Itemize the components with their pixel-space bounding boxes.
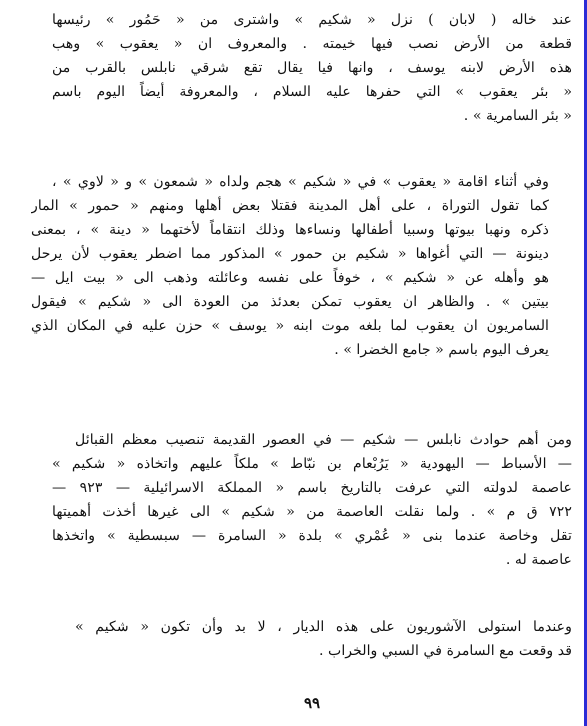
- paragraph-2: [31, 170, 549, 362]
- text-line: ٧٢٢ ق م » . ولما نقلت العاصمة من « شكيم » الى غيرها أخذت أهميتها: [52, 504, 572, 520]
- text-line: هذه الأرض لابنه يوسف ، وانها فيا يقال تقع شرقي نابلس بالقرب من: [52, 60, 572, 76]
- text-line: قطعة من الأرض نصب فيها خيمته . والمعروف ان « يعقوب » وهب: [52, 36, 572, 52]
- text-line: « بئر السامرية » .: [463, 108, 572, 124]
- text-line: عاصمة له .: [505, 552, 572, 568]
- text-line: قد وقعت مع السامرة في السبي والخراب .: [318, 643, 572, 659]
- text-line: ومن أهم حوادث نابلس — شكيم — في العصور القديمة تنصيب معظم القبائل: [75, 432, 572, 448]
- text-line: يعرف اليوم باسم « جامع الخضرا » .: [334, 342, 549, 358]
- paragraph-4: [52, 615, 572, 663]
- text-line: « بئر يعقوب » التي حفرها عليه السلام ، والمعروفة أيضاً اليوم باسم: [52, 84, 572, 100]
- text-line: وفي أثناء اقامة « يعقوب » في « شكيم » هجم ولداه « شمعون » و « لاوي » ،: [52, 174, 549, 190]
- text-line: وعندما استولى الآشوريون على هذه الديار ، لا بد وأن تكون « شكيم »: [75, 619, 572, 635]
- text-line: دينونة — التي أغواها « شكيم بن حمور » المذكور مما اضطر يعقوب لأن يرحل: [31, 246, 549, 262]
- text-line: عند خاله ( لابان ) نزل « شكيم » واشترى من « حَمُور » رئيسها: [52, 12, 572, 28]
- text-line: هو وأهله عن « شكيم » ، خوفاً على نفسه وعائلته وذهب الى « بيت ايل —: [31, 270, 549, 286]
- text-line: تقل وخاصة عندما بنى « عُمْري » بلدة « السامرة — سبسطية » واتخذها: [52, 528, 572, 544]
- text-line: كما تقول التوراة ، على أهل المدينة فقتلا بعض أهلها ومنهم « حمور » المار: [31, 198, 549, 214]
- paragraph-1: [52, 8, 572, 128]
- page-number: ٩٩: [303, 694, 321, 712]
- text-line: عاصمة لدولته التي عرفت بالتاريخ باسم « المملكة الاسرائيلية — ٩٢٣ —: [52, 480, 572, 496]
- text-line: ذكره ونهبا بيوتها وسبيا أطفالها ونساءها وذلك انتقاماً لأختهما « دينة » ، بمعنى: [31, 222, 549, 238]
- book-page: [31, 2, 572, 722]
- text-line: السامريون ان يعقوب لما بلغه موت ابنه « يوسف » حزن عليه في المكان الذي: [31, 318, 549, 334]
- text-line: بيتين » . والظاهر ان يعقوب تمكن بعدئذ من العودة الى « شكيم » فيقول: [31, 294, 549, 310]
- text-line: — الأسباط — اليهودية « يَرُبْعام بن نبّاط » ملكاً عليهم واتخاذه « شكيم »: [52, 456, 572, 472]
- paragraph-3: [52, 428, 572, 572]
